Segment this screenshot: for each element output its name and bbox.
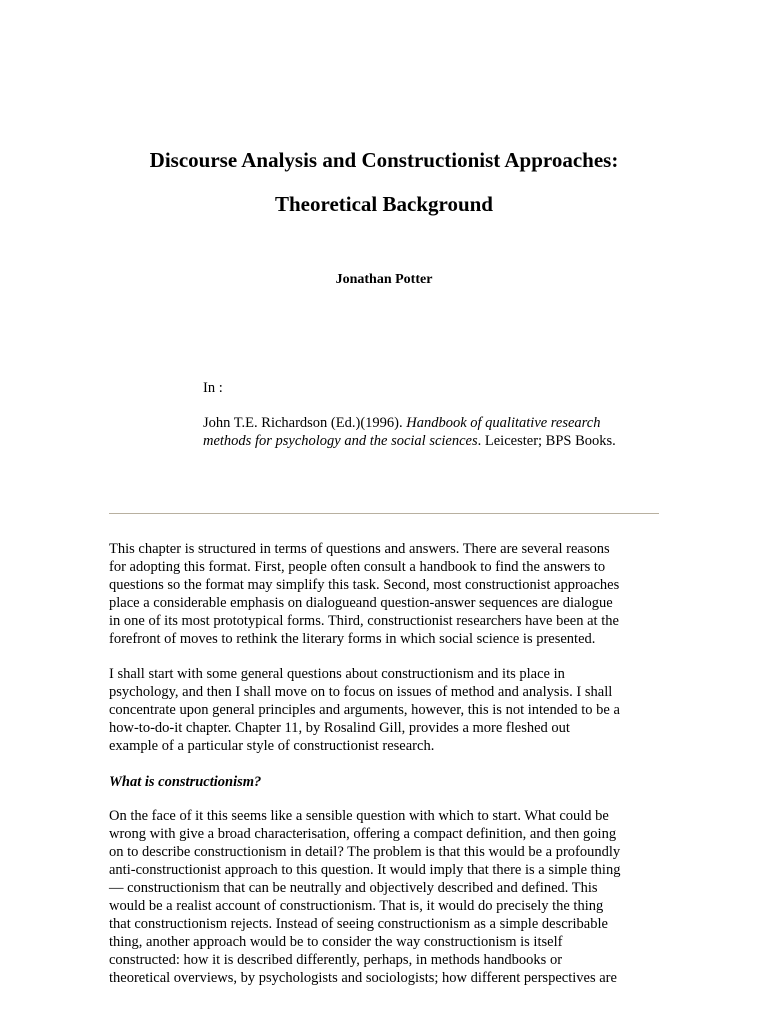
citation-suffix: . Leicester; BPS Books.	[477, 433, 616, 449]
paragraph-line: would be a realist account of constructionism. That is, it would do precisely the thing	[109, 898, 604, 914]
paragraph-line: anti-constructionist approach to this question. It would imply that there is a simple thing	[109, 862, 621, 878]
author-name: Jonathan Potter	[335, 272, 433, 287]
paragraph-3	[109, 807, 665, 987]
document-title-line-2: Theoretical Background	[275, 192, 493, 216]
paragraph-line: how-to-do-it chapter. Chapter 11, by Rosalind Gill, provides a more fleshed out	[109, 720, 570, 736]
citation-line-1	[203, 414, 673, 432]
paragraph-line: psychology, and then I shall move on to focus on issues of method and analysis. I shall	[109, 684, 613, 700]
document-title-line-1: Discourse Analysis and Constructionist Approaches:	[149, 148, 619, 172]
section-heading: What is constructionism?	[109, 774, 262, 790]
paragraph-line: forefront of moves to rethink the literary forms in which social science is presented.	[109, 631, 596, 647]
paragraph-line: in one of its most prototypical forms. Third, constructionist researchers have been at the	[109, 613, 619, 629]
paragraph-line: on to describe constructionism in detail? The problem is that this would be a profoundly	[109, 844, 621, 860]
paragraph-line: theoretical overviews, by psychologists and sociologists; how different perspectives are	[109, 970, 617, 986]
citation-title-part-1: Handbook of qualitative research	[406, 415, 601, 431]
paragraph-1	[109, 540, 665, 648]
paragraph-line: I shall start with some general questions about constructionism and its place in	[109, 666, 565, 682]
paragraph-line: for adopting this format. First, people often consult a handbook to find the answers to	[109, 559, 606, 575]
in-label: In :	[203, 380, 223, 396]
citation-title-part-2: methods for psychology and the social sciences	[203, 433, 478, 449]
paragraph-line: constructed: how it is described differently, perhaps, in methods handbooks or	[109, 952, 563, 968]
paragraph-line: that constructionism rejects. Instead of seeing constructionism as a simple describable	[109, 916, 608, 932]
paragraph-line: This chapter is structured in terms of questions and answers. There are several reasons	[109, 541, 610, 557]
paragraph-line: thing, another approach would be to consider the way constructionism is itself	[109, 934, 563, 950]
citation	[203, 414, 673, 450]
paragraph-line: example of a particular style of constructionist research.	[109, 738, 435, 754]
citation-line-2	[203, 432, 673, 450]
paragraph-line: questions so the format may simplify this task. Second, most constructionist approaches	[109, 577, 620, 593]
paragraph-line: concentrate upon general principles and arguments, however, this is not intended to be a	[109, 702, 620, 718]
section-divider	[109, 513, 659, 514]
paragraph-2	[109, 665, 665, 755]
citation-prefix: John T.E. Richardson (Ed.)(1996).	[203, 415, 407, 431]
paragraph-line: wrong with give a broad characterisation, offering a compact definition, and then going	[109, 826, 617, 842]
paragraph-line: — constructionism that can be neutrally and objectively described and defined. This	[109, 880, 598, 896]
paragraph-line: place a considerable emphasis on dialogueand question-answer sequences are dialogue	[109, 595, 613, 611]
paragraph-line: On the face of it this seems like a sensible question with which to start. What could be	[109, 808, 609, 824]
